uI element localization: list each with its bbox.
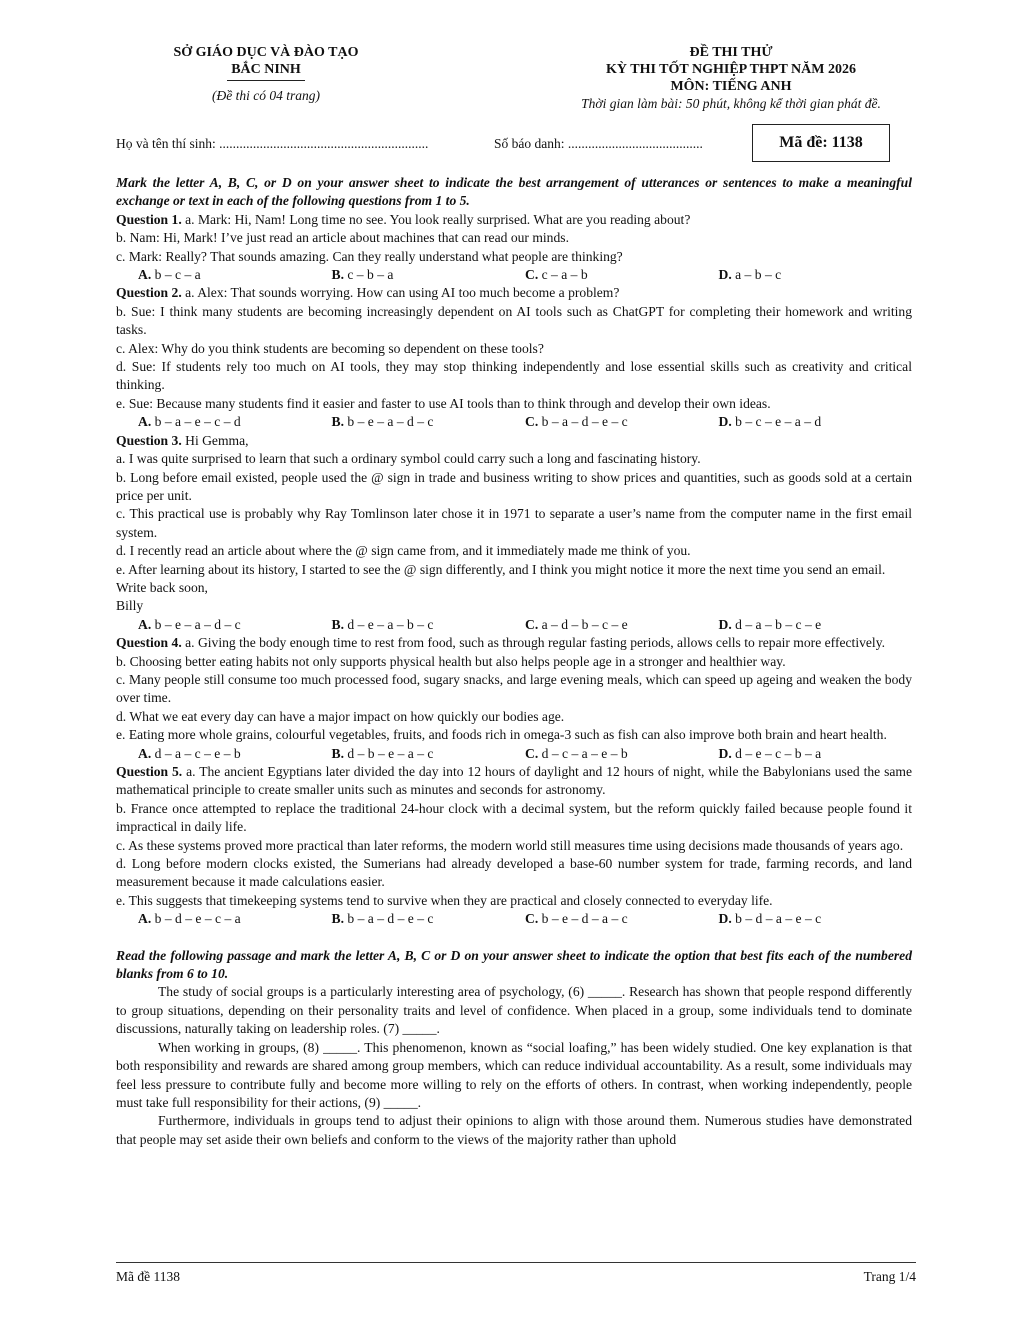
question-text: e. After learning about its history, I started to see the @ sign differently, and I think you might notice it more the next time you send an email. <box>116 561 886 577</box>
answer-option <box>525 910 719 928</box>
option-letter: D. <box>718 745 732 761</box>
question-text: d. I recently read an article about where the @ sign came from, and it immediately made me think of you. <box>116 543 691 559</box>
question-text: c. As these systems proved more practical than later reforms, the modern world still measures time using decisions made thousands of years ago. <box>116 837 904 853</box>
passage-paragraph: When working in groups, (8) _____. This phenomenon, known as “social loafing,” has been widely studied. One key explanation is that both responsibility and rewards are shared among group members, which can reduce individual accountability. As a result, some individuals may feel less pressure to contribute fully and become more willing to rely on the efforts of others. In contrast, when working independently, people must take full responsibility for their actions, (9) _____. <box>116 1039 912 1110</box>
option-letter: B. <box>331 616 344 632</box>
option-letter: D. <box>718 267 732 283</box>
question-text: Hi Gemma, <box>185 432 249 448</box>
answer-option <box>138 910 332 928</box>
question-line <box>116 211 912 229</box>
option-text: b – a – e – c – d <box>154 414 241 430</box>
answer-option <box>138 745 332 763</box>
option-text: b – c – a <box>154 267 201 283</box>
question-line <box>116 671 912 708</box>
question-text: b. France once attempted to replace the traditional 24-hour clock with a decimal system, but the reform quickly failed because people found it impractical in daily life. <box>116 800 912 835</box>
option-letter: C. <box>525 616 539 632</box>
question-block <box>116 284 912 431</box>
option-letter: C. <box>525 414 539 430</box>
section-gap <box>116 929 912 947</box>
name-field: Họ và tên thí sinh: .............................................................. <box>116 136 429 151</box>
answer-options <box>116 413 912 431</box>
option-text: b – e – d – a – c <box>541 911 628 927</box>
question-text: d. Long before modern clocks existed, the Sumerians had already developed a base-60 number system for trade, farming records, and land measurement because it made calculations easier. <box>116 856 912 890</box>
question-label: Question 3. <box>116 432 182 448</box>
answer-option <box>719 616 913 634</box>
header-divider <box>227 80 305 81</box>
option-text: d – a – c – e – b <box>154 745 241 761</box>
answer-option <box>138 266 332 284</box>
option-letter: B. <box>331 414 344 430</box>
question-text: b. Sue: I think many students are becoming increasingly dependent on AI tools such as ChatGPT for completing their homework and writing tasks. <box>116 303 912 338</box>
question-text: a. Giving the body enough time to rest from food, such as through regular fasting periods, allows cells to repair more effectively. <box>185 635 886 651</box>
page-footer <box>116 1262 916 1284</box>
answer-option <box>138 616 332 634</box>
option-text: d – b – e – a – c <box>347 745 434 761</box>
question-text: c. Many people still consume too much processed food, sugary snacks, and large evening meals, which can speed up ageing and weaken the body over time. <box>116 671 912 706</box>
exam-name: KỲ THI TỐT NGHIỆP THPT NĂM 2026 <box>606 62 856 77</box>
question-line <box>116 579 912 597</box>
option-text: d – e – c – b – a <box>735 745 822 761</box>
question-line <box>116 892 912 910</box>
question-line <box>116 284 912 302</box>
question-text: d. What we eat every day can have a major impact on how quickly our bodies age. <box>116 708 565 724</box>
answer-option <box>525 413 719 431</box>
question-block <box>116 634 912 763</box>
question-text: a. The ancient Egyptians later divided the day into 12 hours of daylight and 12 hours of night, while the Babylonians used the same mathematical principle to create smaller units such as minutes and seconds for astronomy. <box>116 764 912 798</box>
answer-options <box>116 266 912 284</box>
pages-note: (Đề thi có 04 trang) <box>212 88 320 103</box>
option-text: b – d – a – e – c <box>735 911 822 927</box>
answer-option <box>332 266 526 284</box>
option-letter: C. <box>525 745 539 761</box>
answer-options <box>116 745 912 763</box>
section1-instruction: Mark the letter A, B, C, or D on your answer sheet to indicate the best arrangement of utterances or sentences to make a meaningful exchange or text in each of the following questions from 1 to 5. <box>116 175 912 209</box>
question-text: c. Mark: Really? That sounds amazing. Can they really understand what people are thinking? <box>116 248 623 264</box>
question-line <box>116 634 912 652</box>
option-text: c – a – b <box>541 267 588 283</box>
question-text: Write back soon, <box>116 579 208 595</box>
option-text: a – b – c <box>735 267 782 283</box>
option-letter: B. <box>331 911 344 927</box>
option-letter: A. <box>138 616 152 632</box>
answer-option <box>719 910 913 928</box>
exam-body <box>116 174 912 1149</box>
option-letter: C. <box>525 267 539 283</box>
answer-options <box>116 910 912 928</box>
option-letter: A. <box>138 745 152 761</box>
question-line <box>116 432 912 450</box>
question-text: e. Sue: Because many students find it easier and faster to use AI tools than to think through and develop their own ideas. <box>116 395 771 411</box>
option-letter: B. <box>331 267 344 283</box>
option-text: b – d – e – c – a <box>154 911 241 927</box>
option-text: b – a – d – e – c <box>541 414 628 430</box>
question-text: a. Mark: Hi, Nam! Long time no see. You look really surprised. What are you reading about? <box>185 211 691 227</box>
option-text: b – e – a – d – c <box>347 414 434 430</box>
option-letter: C. <box>525 911 539 927</box>
exam-code-box: Mã đề: 1138 <box>752 124 890 162</box>
question-line <box>116 358 912 395</box>
option-text: d – e – a – b – c <box>347 616 434 632</box>
question-text: b. Choosing better eating habits not only supports physical health but also helps people age in a stronger and healthier way. <box>116 653 786 669</box>
question-block <box>116 763 912 929</box>
option-letter: A. <box>138 414 152 430</box>
question-text: e. Eating more whole grains, colourful vegetables, fruits, and foods rich in omega-3 such as fish can also improve both brain and heart health. <box>116 727 887 743</box>
question-line <box>116 800 912 837</box>
answer-option <box>525 745 719 763</box>
question-text: c. Alex: Why do you think students are becoming so dependent on these tools? <box>116 340 544 356</box>
option-text: b – a – d – e – c <box>347 911 434 927</box>
answer-option <box>525 616 719 634</box>
question-line <box>116 597 912 615</box>
section2-instruction: Read the following passage and mark the letter A, B, C or D on your answer sheet to indicate the option that best fits each of the numbered blanks from 6 to 10. <box>116 947 912 982</box>
option-text: d – a – b – c – e <box>735 616 822 632</box>
question-text: Billy <box>116 598 144 614</box>
option-letter: D. <box>718 911 732 927</box>
option-text: d – c – a – e – b <box>541 745 628 761</box>
passage-paragraph: The study of social groups is a particularly interesting area of psychology, (6) _____. Research has shown that people respond differently to group situations, depending on their personality traits and level of confidence. When placed in a group, some individuals tend to dominate discussions, naturally taking on leadership roles. (7) _____. <box>116 984 912 1037</box>
question-line <box>116 303 912 340</box>
answer-option <box>138 413 332 431</box>
question-text: a. Alex: That sounds worrying. How can using AI too much become a problem? <box>185 285 620 301</box>
question-block <box>116 211 912 285</box>
question-line <box>116 708 912 726</box>
question-line <box>116 837 912 855</box>
option-letter: A. <box>138 911 152 927</box>
question-text: b. Nam: Hi, Mark! I’ve just read an article about machines that can read our minds. <box>116 230 569 246</box>
header-right <box>496 44 966 112</box>
exam-title: ĐỀ THI THỬ <box>689 45 773 60</box>
answer-option <box>332 910 526 928</box>
question-text: e. This suggests that timekeeping systems tend to survive when they are practical and closely connected to everyday life. <box>116 892 773 908</box>
answer-option <box>525 266 719 284</box>
question-line <box>116 395 912 413</box>
question-text: a. I was quite surprised to learn that such a ordinary symbol could carry such a long and fascinating history. <box>116 451 701 467</box>
question-line <box>116 763 912 800</box>
question-line <box>116 469 912 506</box>
question-label: Question 2. <box>116 285 182 301</box>
answer-option <box>719 266 913 284</box>
option-text: a – d – b – c – e <box>541 616 628 632</box>
answer-options <box>116 616 912 634</box>
passage-paragraph: Furthermore, individuals in groups tend to adjust their opinions to align with those around them. Numerous studies have demonstrated that people may set aside their own beliefs and conform to the views of the majority rather than uphold <box>116 1113 912 1147</box>
option-letter: A. <box>138 267 152 283</box>
question-line <box>116 248 912 266</box>
question-line <box>116 561 912 579</box>
dept-line1: SỞ GIÁO DỤC VÀ ĐÀO TẠO <box>173 45 359 60</box>
dept-line2: BẮC NINH <box>231 62 301 77</box>
option-letter: D. <box>718 616 732 632</box>
question-line <box>116 542 912 560</box>
answer-option <box>332 413 526 431</box>
question-label: Question 5. <box>116 764 183 779</box>
question-line <box>116 653 912 671</box>
answer-option <box>719 745 913 763</box>
question-text: c. This practical use is probably why Ray Tomlinson later chose it in 1971 to separate a user’s name from the computer name in the first email system. <box>116 506 912 540</box>
answer-option <box>332 745 526 763</box>
option-letter: B. <box>331 745 344 761</box>
header-left <box>116 44 416 104</box>
question-text: d. Sue: If students rely too much on AI tools, they may stop thinking independently and lose essential skills such as creativity and critical thinking. <box>116 359 912 393</box>
question-block <box>116 432 912 634</box>
question-line <box>116 726 912 744</box>
question-line <box>116 450 912 468</box>
footer-page: Trang 1/4 <box>863 1269 916 1284</box>
subject: MÔN: TIẾNG ANH <box>670 79 792 94</box>
option-text: b – e – a – d – c <box>154 616 241 632</box>
question-line <box>116 229 912 247</box>
answer-option <box>719 413 913 431</box>
question-label: Question 4. <box>116 635 182 651</box>
question-line <box>116 855 912 892</box>
option-text: c – b – a <box>347 267 394 283</box>
answer-option <box>332 616 526 634</box>
option-letter: D. <box>718 414 732 430</box>
time-note: Thời gian làm bài: 50 phút, không kể thời gian phát đề. <box>581 96 881 111</box>
option-text: b – c – e – a – d <box>735 414 822 430</box>
question-line <box>116 340 912 358</box>
question-text: b. Long before email existed, people used the @ sign in trade and business writing to show prices and quantities, such as goods sold at a certain price per unit. <box>116 469 912 503</box>
question-line <box>116 505 912 542</box>
footer-code: Mã đề 1138 <box>116 1269 180 1284</box>
question-label: Question 1. <box>116 211 182 227</box>
id-field: Số báo danh: ........................................ <box>494 136 703 151</box>
